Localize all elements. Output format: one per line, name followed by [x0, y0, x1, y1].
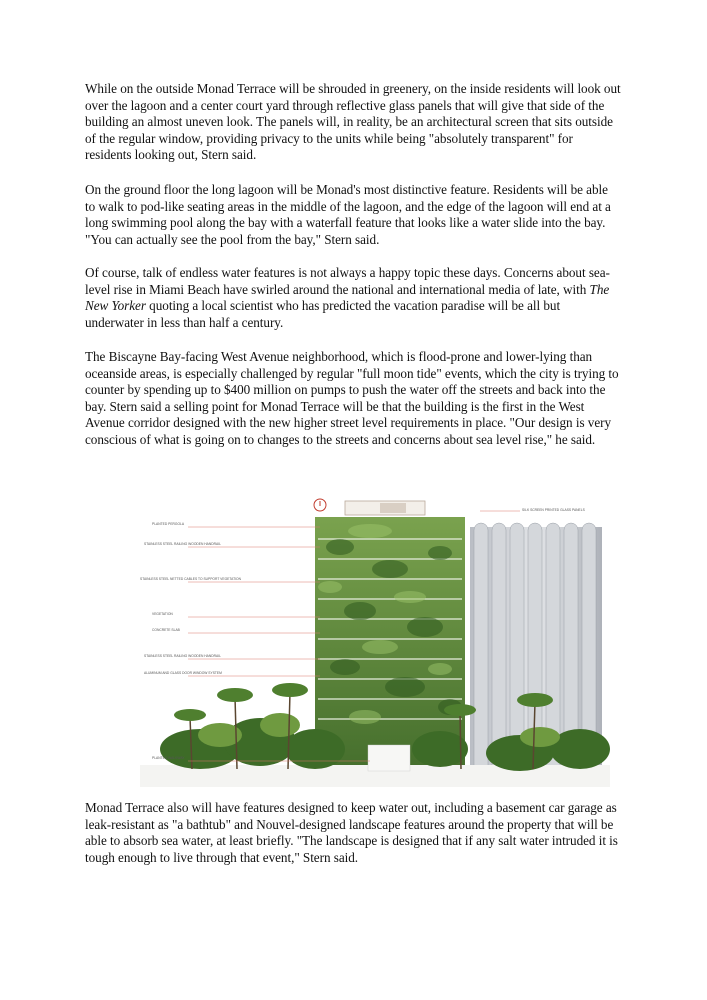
building-elevation-illustration [140, 487, 610, 787]
label-planted-pergola: PLANTED PERGOLA [152, 522, 185, 526]
vegetated-facade [315, 517, 465, 767]
paragraph-1: While on the outside Monad Terrace will be shrouded in greenery, on the inside residents will look out over the lagoon and a center court yard through reflective glass panels that will give that side of the building an almost uneven look. The panels will, in reality, be an architectural screen that sits outside of the regular window, providing privacy to the units while being "absolutely transparent" for residents looking out, Stern said. [85, 81, 621, 163]
publication-name: The New Yorker [85, 281, 610, 314]
paragraph-3-text-after: quoting a local scientist who has predicted the vacation paradise will be all but underwater in less than half a century. [85, 298, 561, 330]
label-railing-lower: STAINLESS STEEL RAILING WOODEN HANDRAIL [144, 654, 221, 658]
label-window-system: ALUMINUM AND GLASS DOOR WINDOW SYSTEM [144, 671, 222, 675]
paragraph-4: The Biscayne Bay-facing West Avenue neighborhood, which is flood-prone and lower-lying than oceanside areas, is especially challenged by regular "full moon tide" events, which the city is trying to counter by spending up to $400 million on pumps to push the water off the streets and back into the bay. Stern said a selling point for Monad Terrace will be that the building is the first in the West Avenue corridor designed with the new higher street level requirements in place. "Our design is very conscious of what is going on to changes to the streets and concerns about sea level rise," he said. [85, 349, 619, 447]
label-concrete-slab: CONCRETE SLAB [152, 628, 180, 632]
paragraph-3 [85, 265, 621, 331]
label-vegetation: VEGETATION [152, 612, 173, 616]
label-glass-panels: SILK SCREEN PRINTED GLASS PANELS [522, 508, 585, 512]
label-railing-upper: STAINLESS STEEL RAILING WOODEN HANDRAIL [144, 542, 221, 546]
paragraph-5: Monad Terrace also will have features designed to keep water out, including a basement car garage as leak-resistant as "a bathtub" and Nouvel-designed landscape features around the property that will be able to absorb sea water, at least briefly. "The landscape is designed that if any salt water intruded it is tough enough to live through that event," Stern said. [85, 800, 618, 865]
label-planted-walkway: PLANTED WALKWAY [152, 756, 185, 760]
paragraph-2: On the ground floor the long lagoon will be Monad's most distinctive feature. Residents will be able to walk to pod-like seating areas in the middle of the lagoon, and the edge of the lagoon will end at a long swimming pool along the bay with a waterfall feature that looks like a water slide into the bay. "You can actually see the pool from the bay," Stern said. [85, 182, 611, 247]
paragraph-3-text-before: Of course, talk of endless water features is not always a happy topic these days. Concerns about sea-level rise in Miami Beach have swirled around the national and international media of late, with [85, 265, 610, 297]
rooftop-pavilion [314, 499, 425, 515]
elevation-drawing [140, 487, 610, 787]
label-netted-cables: STAINLESS STEEL NETTED CABLES TO SUPPORT VEGETATION [140, 577, 241, 581]
